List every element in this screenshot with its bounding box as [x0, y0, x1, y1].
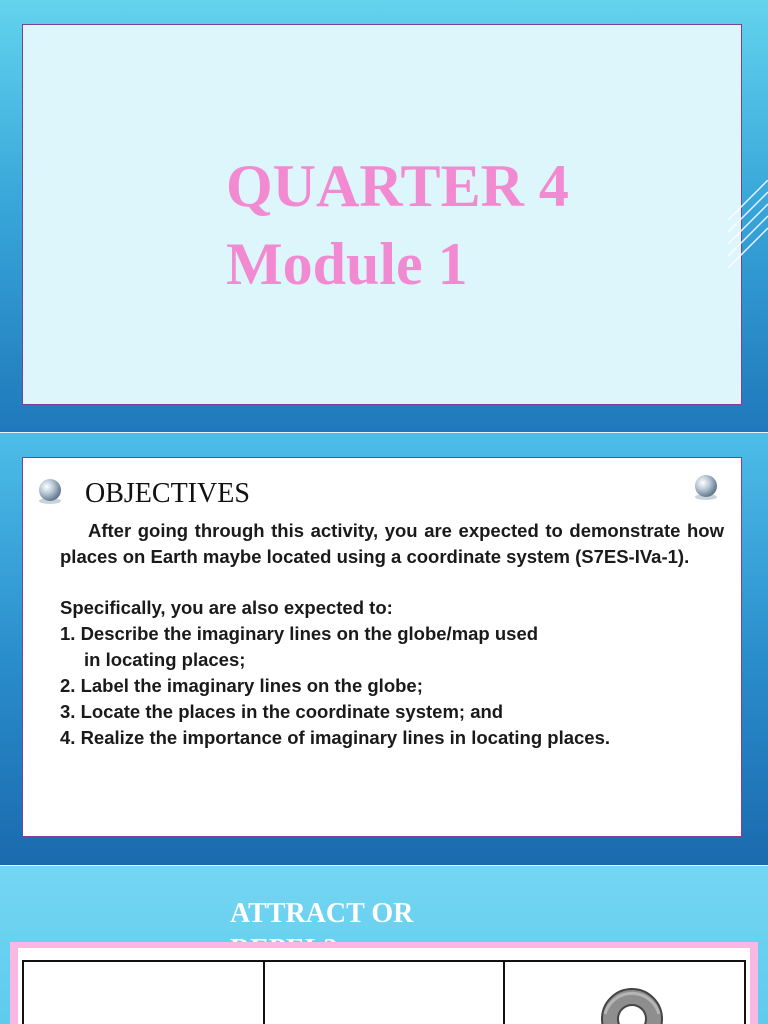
- title-line-1: QUARTER 4: [226, 153, 569, 219]
- objectives-intro: After going through this activity, you are expected to demonstrate how places on Earth maybe located using a coordinate system (S7ES-IVa-1).: [60, 520, 724, 567]
- objective-item: 3. Locate the places in the coordinate system; and: [60, 701, 504, 722]
- sphere-bullet-icon: [35, 476, 65, 506]
- title-panel: [22, 24, 742, 405]
- sphere-bullet-icon: [691, 472, 721, 502]
- objective-item: 2. Label the imaginary lines on the globe;: [60, 675, 423, 696]
- objective-item: 1. Describe the imaginary lines on the globe/map used: [60, 623, 539, 644]
- specific-label: Specifically, you are also expected to:: [60, 597, 393, 618]
- slide-attract-or-repel: [0, 866, 768, 1024]
- quarter-module-title: [226, 147, 569, 303]
- title-line-2: Module 1: [226, 231, 468, 297]
- diagonal-lines-decoration: [728, 180, 768, 300]
- objective-item: 4. Realize the importance of imaginary lines in locating places.: [60, 727, 611, 748]
- objectives-body: [60, 518, 724, 751]
- slide-quarter-title: [0, 0, 768, 433]
- attract-or-repel-title: ATTRACT OR: [230, 898, 414, 929]
- table-frame: [10, 942, 758, 1024]
- magnet-table: [22, 960, 746, 1024]
- table-cell: [265, 962, 506, 1024]
- table-cell: [505, 962, 744, 1024]
- table-cell: [24, 962, 265, 1024]
- objectives-panel: [22, 457, 742, 837]
- ring-magnet-icon: [597, 984, 667, 1024]
- objectives-heading: OBJECTIVES: [85, 478, 250, 509]
- objective-item-continued: in locating places;: [84, 649, 246, 670]
- slide-objectives: [0, 433, 768, 866]
